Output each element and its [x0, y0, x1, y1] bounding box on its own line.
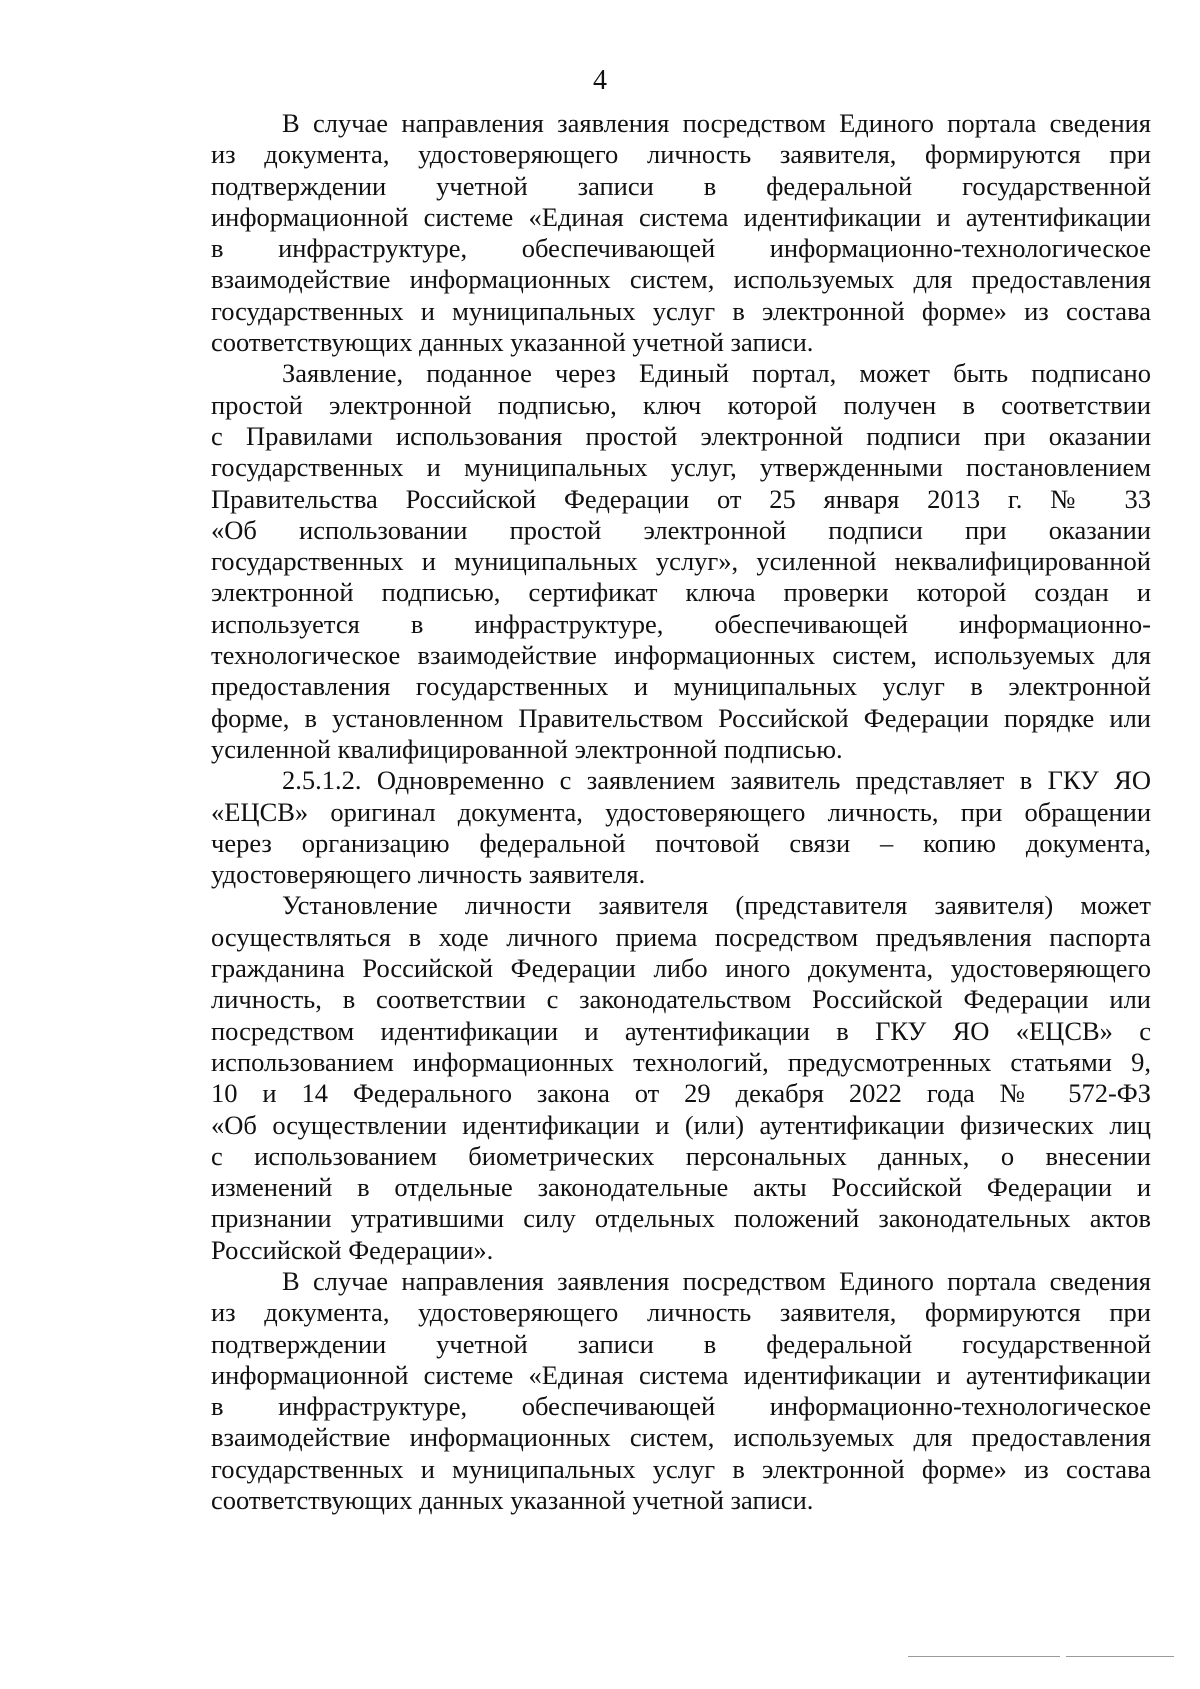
paragraph-line: В случае направления заявления посредством Единого портала сведения	[282, 1265, 1151, 1296]
paragraph-line: взаимодействие информационных систем, используемых для предоставления	[211, 1422, 1151, 1453]
paragraph-line: Российской Федерации».	[211, 1234, 494, 1265]
paragraph-line: признании утратившими силу отдельных положений законодательных актов	[211, 1203, 1151, 1234]
paragraph-line: в инфраструктуре, обеспечивающей информационно-технологическое	[211, 1391, 1151, 1422]
page-number: 4	[593, 65, 607, 96]
paragraph	[211, 358, 1151, 765]
paragraph-line: с Правилами использования простой электронной подписи при оказании	[211, 420, 1151, 451]
paragraph-line: простой электронной подписью, ключ которой получен в соответствии	[211, 389, 1151, 420]
paragraph-line: государственных и муниципальных услуг, утвержденными постановлением	[211, 452, 1151, 483]
paragraph	[211, 108, 1151, 358]
paragraph-line: Правительства Российской Федерации от 25 января 2013 г. № 33	[211, 483, 1151, 514]
paragraph-line: 2.5.1.2. Одновременно с заявлением заявитель представляет в ГКУ ЯО	[282, 765, 1151, 796]
paragraph-line: информационной системе «Единая система идентификации и аутентификации	[211, 1359, 1151, 1390]
paragraph-line: государственных и муниципальных услуг в электронной форме» из состава	[211, 295, 1151, 326]
paragraph-line: государственных и муниципальных услуг», усиленной неквалифицированной	[211, 546, 1151, 577]
scan-artifact-line	[908, 1656, 1060, 1657]
paragraph-line: подтверждении учетной записи в федеральной государственной	[211, 170, 1151, 201]
paragraph-line: электронной подписью, сертификат ключа проверки которой создан и	[211, 577, 1151, 608]
paragraph-line: взаимодействие информационных систем, используемых для предоставления	[211, 264, 1151, 295]
paragraph-line: личность, в соответствии с законодательством Российской Федерации или	[211, 984, 1151, 1015]
paragraph-line: осуществляться в ходе личного приема посредством предъявления паспорта	[211, 921, 1151, 952]
paragraph-line: информационной системе «Единая система идентификации и аутентификации	[211, 201, 1151, 232]
paragraph-line: из документа, удостоверяющего личность заявителя, формируются при	[211, 139, 1151, 170]
paragraph-line: «Об использовании простой электронной подписи при оказании	[211, 514, 1151, 545]
document-body	[211, 108, 1151, 1516]
paragraph-line: используется в инфраструктуре, обеспечивающей информационно-	[211, 608, 1151, 639]
paragraph-line: Заявление, поданное через Единый портал, может быть подписано	[282, 358, 1151, 389]
paragraph-line: изменений в отдельные законодательные акты Российской Федерации и	[211, 1172, 1151, 1203]
scan-artifact-line	[1066, 1656, 1174, 1657]
paragraph	[211, 765, 1151, 890]
paragraph-line: В случае направления заявления посредством Единого портала сведения	[282, 108, 1151, 138]
paragraph-line: 10 и 14 Федерального закона от 29 декабря 2022 года № 572-ФЗ	[211, 1078, 1151, 1109]
paragraph-line: «Об осуществлении идентификации и (или) аутентификации физических лиц	[211, 1109, 1151, 1140]
paragraph-line: государственных и муниципальных услуг в электронной форме» из состава	[211, 1453, 1151, 1484]
paragraph-line: предоставления государственных и муниципальных услуг в электронной	[211, 671, 1151, 702]
paragraph-line: в инфраструктуре, обеспечивающей информационно-технологическое	[211, 233, 1151, 264]
paragraph-line: с использованием биометрических персональных данных, о внесении	[211, 1140, 1151, 1171]
paragraph	[211, 1266, 1151, 1516]
paragraph-line: использованием информационных технологий, предусмотренных статьями 9,	[211, 1046, 1151, 1077]
paragraph-line: форме, в установленном Правительством Российской Федерации порядке или	[211, 702, 1151, 733]
paragraph-line: «ЕЦСВ» оригинал документа, удостоверяющего личность, при обращении	[211, 796, 1151, 827]
paragraph-line: усиленной квалифицированной электронной подписью.	[211, 733, 843, 764]
paragraph-line: через организацию федеральной почтовой связи – копию документа,	[211, 827, 1151, 858]
paragraph-line: из документа, удостоверяющего личность заявителя, формируются при	[211, 1297, 1151, 1328]
paragraph-line: Установление личности заявителя (представителя заявителя) может	[282, 890, 1151, 921]
paragraph-line: технологическое взаимодействие информационных систем, используемых для	[211, 640, 1151, 671]
paragraph-line: гражданина Российской Федерации либо иного документа, удостоверяющего	[211, 953, 1151, 984]
paragraph-line: посредством идентификации и аутентификации в ГКУ ЯО «ЕЦСВ» с	[211, 1015, 1151, 1046]
paragraph-line: соответствующих данных указанной учетной записи.	[211, 327, 814, 358]
paragraph	[211, 890, 1151, 1266]
paragraph-line: подтверждении учетной записи в федеральной государственной	[211, 1328, 1151, 1359]
paragraph-line: соответствующих данных указанной учетной записи.	[211, 1485, 814, 1516]
paragraph-line: удостоверяющего личность заявителя.	[211, 859, 646, 890]
